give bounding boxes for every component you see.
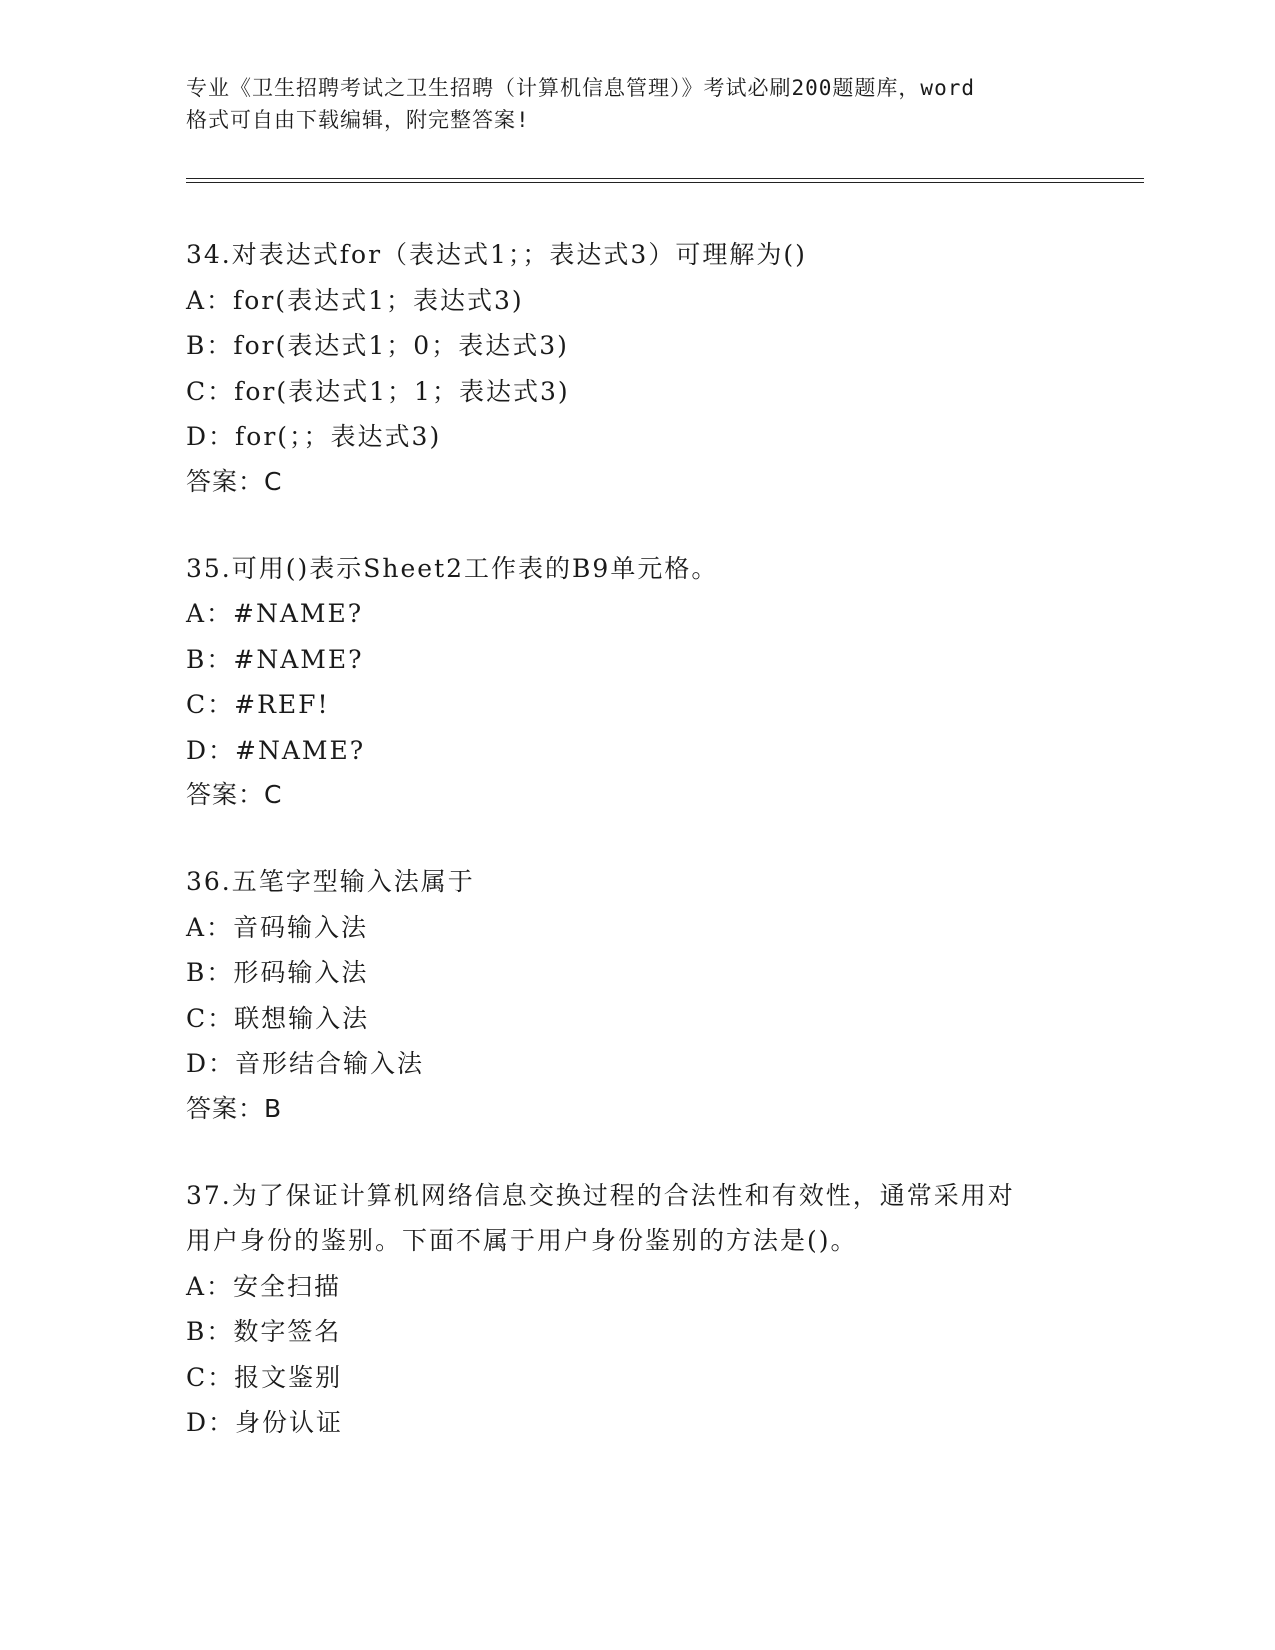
option-d: D：for(；；表达式3) <box>186 422 442 451</box>
answer-line: 答案：C <box>186 466 283 496</box>
question-stem: 35.可用()表示Sheet2工作表的B9单元格。 <box>186 553 719 583</box>
question-stem-line-2: 用户身份的鉴别。下面不属于用户身份鉴别的方法是()。 <box>186 1226 858 1255</box>
option-c: C：报文鉴别 <box>186 1362 343 1392</box>
question-stem: 36.五笔字型输入法属于 <box>186 867 475 896</box>
question-35 <box>186 546 1136 818</box>
question-list <box>186 232 1136 1488</box>
option-a: A：音码输入法 <box>186 912 369 942</box>
header-divider-bottom <box>186 182 1144 183</box>
option-b: B：数字签名 <box>186 1317 342 1346</box>
question-36 <box>186 859 1136 1131</box>
question-37 <box>186 1173 1136 1446</box>
option-b: B：for(表达式1；0；表达式3) <box>186 331 569 360</box>
option-b: B：#NAME? <box>186 644 364 674</box>
option-c: C：for(表达式1；1；表达式3) <box>186 376 570 406</box>
option-d: D：身份认证 <box>186 1408 344 1437</box>
header-divider-top <box>186 178 1144 179</box>
answer-line: 答案：C <box>186 780 283 809</box>
header-line-1: 专业《卫生招聘考试之卫生招聘（计算机信息管理）》考试必刷200题题库，word <box>186 76 975 100</box>
question-stem-line-1: 37.为了保证计算机网络信息交换过程的合法性和有效性，通常采用对 <box>186 1180 1015 1210</box>
option-d: D：#NAME? <box>186 735 366 765</box>
option-a: A：for(表达式1；表达式3) <box>186 285 524 315</box>
option-d: D：音形结合输入法 <box>186 1049 425 1078</box>
question-34 <box>186 232 1136 504</box>
answer-line: 答案：B <box>186 1093 283 1123</box>
option-c: C：#REF! <box>186 690 330 719</box>
option-a: A：安全扫描 <box>186 1271 342 1301</box>
question-stem: 34.对表达式for（表达式1；；表达式3）可理解为() <box>186 240 807 269</box>
option-c: C：联想输入法 <box>186 1003 370 1033</box>
document-header <box>186 72 1086 136</box>
option-a: A：#NAME? <box>186 599 364 628</box>
header-line-2: 格式可自由下载编辑，附完整答案! <box>186 108 530 132</box>
option-b: B：形码输入法 <box>186 958 369 987</box>
